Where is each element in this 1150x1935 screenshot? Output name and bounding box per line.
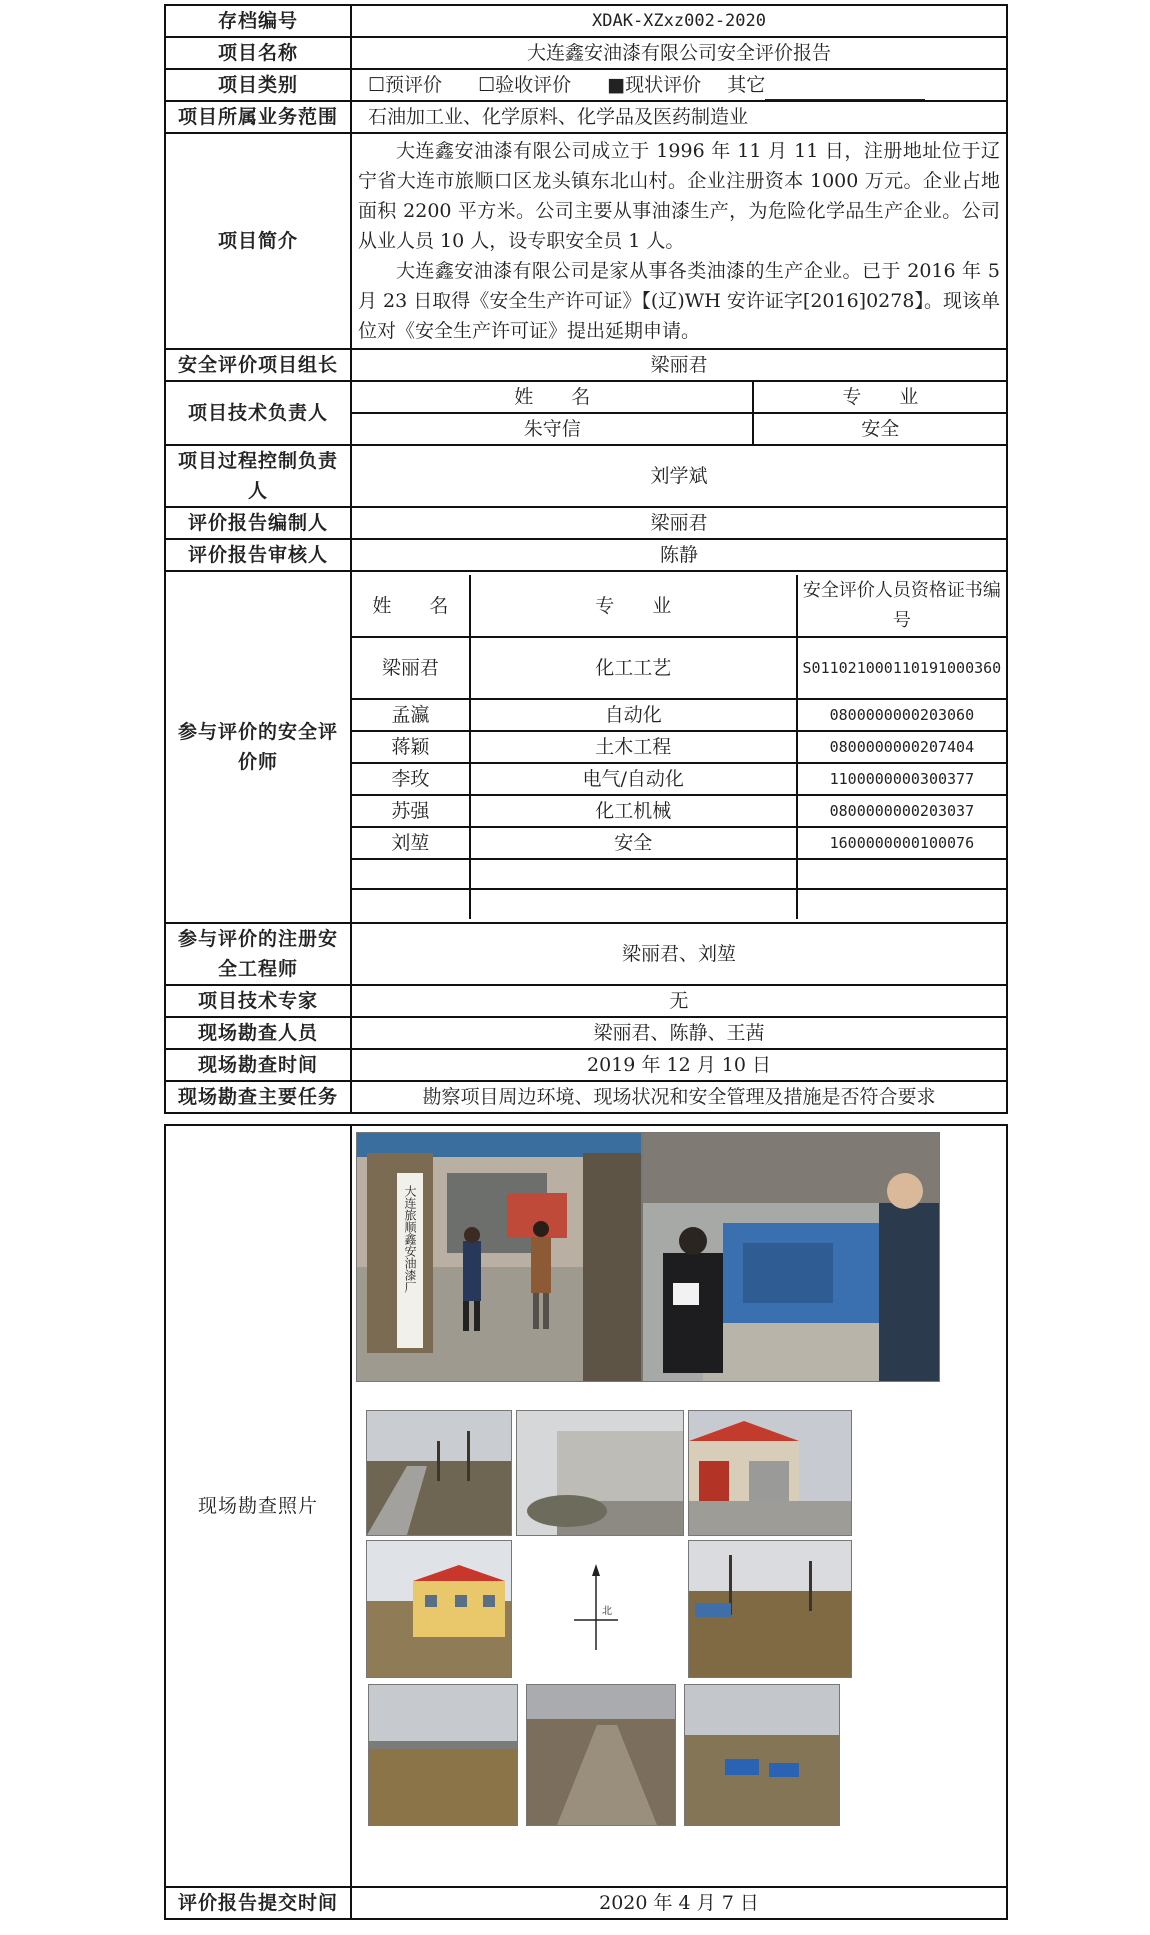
photo-warehouse-inspection (642, 1132, 940, 1382)
north-compass (516, 1540, 682, 1676)
evaluator-major: 土木工程 (470, 731, 797, 763)
compiler: 梁丽君 (351, 507, 1007, 539)
evaluator-name: 李玫 (352, 763, 470, 795)
tech-lead-label: 项目技术负责人 (165, 381, 351, 445)
evaluator-cert: 1100000000300377 (797, 763, 1006, 795)
evaluator-cert: 0800000000203037 (797, 795, 1006, 827)
business-scope: 石油加工业、化学原料、化学品及医药制造业 (351, 101, 1007, 133)
experts: 无 (351, 985, 1007, 1017)
evaluator-name: 梁丽君 (352, 637, 470, 699)
tech-lead-name: 朱守信 (352, 413, 753, 444)
report-form (164, 4, 1008, 1920)
evaluator-cert: 0800000000207404 (797, 731, 1006, 763)
evaluator-cert: 1600000000100076 (797, 827, 1006, 859)
compass-north-label: 北 (602, 1606, 612, 1617)
evaluator-name (352, 859, 470, 889)
evaluator-name: 蒋颖 (352, 731, 470, 763)
gate-sign-text: 大连旅顺鑫安油漆厂 (403, 1185, 417, 1293)
compiler-label: 评价报告编制人 (165, 507, 351, 539)
submit-label: 评价报告提交时间 (165, 1887, 351, 1919)
process-lead: 刘学斌 (351, 445, 1007, 507)
archive-number: XDAK-XZxz002-2020 (351, 5, 1007, 37)
survey-staff-label: 现场勘查人员 (165, 1017, 351, 1049)
evaluators-label: 参与评价的安全评价师 (165, 571, 351, 923)
evaluator-name-header: 姓 名 (352, 575, 470, 637)
evaluators-table (352, 575, 1006, 919)
project-type-options (351, 69, 1007, 101)
checkbox-acceptance-evaluation: ☐验收评价 (478, 74, 572, 96)
evaluator-name: 苏强 (352, 795, 470, 827)
photo-road-west (366, 1410, 512, 1536)
evaluator-row (352, 637, 1006, 699)
evaluator-cert: S011021000110191000360 (797, 637, 1006, 699)
tech-lead-major-header: 专 业 (753, 382, 1006, 413)
photos-label: 现场勘查照片 (165, 1125, 351, 1887)
evaluator-major-header: 专 业 (470, 575, 797, 637)
evaluator-row (352, 763, 1006, 795)
evaluator-cert: 0800000000203060 (797, 699, 1006, 731)
tech-lead-name-header: 姓 名 (352, 382, 753, 413)
evaluator-name: 孟瀛 (352, 699, 470, 731)
evaluator-row (352, 699, 1006, 731)
evaluator-row (352, 731, 1006, 763)
tech-lead-table (352, 382, 1006, 444)
evaluator-name (352, 889, 470, 919)
evaluator-major: 电气/自动化 (470, 763, 797, 795)
tech-lead-major: 安全 (753, 413, 1006, 444)
archive-label: 存档编号 (165, 5, 351, 37)
photo-house-east (366, 1540, 512, 1678)
project-type-label: 项目类别 (165, 69, 351, 101)
evaluator-name: 刘堃 (352, 827, 470, 859)
submit-time: 2020 年 4 月 7 日 (351, 1887, 1007, 1919)
evaluator-cert (797, 859, 1006, 889)
team-leader: 梁丽君 (351, 349, 1007, 381)
reviewer-label: 评价报告审核人 (165, 539, 351, 571)
process-lead-label: 项目过程控制负责人 (165, 445, 351, 507)
photo-field-south (688, 1540, 852, 1678)
photo-shed (516, 1410, 684, 1536)
survey-task-label: 现场勘查主要任务 (165, 1081, 351, 1113)
checkbox-status-evaluation: ■现状评价 (607, 74, 702, 96)
evaluator-major: 化工机械 (470, 795, 797, 827)
survey-staff: 梁丽君、陈静、王茜 (351, 1017, 1007, 1049)
photo-table (164, 1124, 1008, 1920)
evaluator-row (352, 859, 1006, 889)
intro-label: 项目简介 (165, 133, 351, 349)
evaluator-major: 安全 (470, 827, 797, 859)
photo-factory-gate (356, 1132, 642, 1382)
photo-dirt-road (526, 1684, 676, 1826)
evaluator-major (470, 859, 797, 889)
evaluator-row (352, 795, 1006, 827)
info-table (164, 4, 1008, 1114)
project-intro (351, 133, 1007, 349)
survey-time-label: 现场勘查时间 (165, 1049, 351, 1081)
evaluator-major: 自动化 (470, 699, 797, 731)
other-option-label: 其它 (727, 74, 766, 96)
evaluator-cert (797, 889, 1006, 919)
photo-land-north (368, 1684, 518, 1826)
photo-red-building (688, 1410, 852, 1536)
photo-collage (352, 1126, 1006, 1886)
survey-task: 勘察项目周边环境、现场状况和安全管理及措施是否符合要求 (351, 1081, 1007, 1113)
business-scope-label: 项目所属业务范围 (165, 101, 351, 133)
team-leader-label: 安全评价项目组长 (165, 349, 351, 381)
checkbox-pre-evaluation: ☐预评价 (368, 74, 443, 96)
survey-time: 2019 年 12 月 10 日 (351, 1049, 1007, 1081)
photo-road-signs (684, 1684, 840, 1826)
evaluator-cert-header: 安全评价人员资格证书编号 (797, 575, 1006, 637)
experts-label: 项目技术专家 (165, 985, 351, 1017)
intro-paragraph-2: 大连鑫安油漆有限公司是家从事各类油漆的生产企业。已于 2016 年 5 月 23 日取得《安全生产许可证》【(辽)WH 安许证字[2016]0278】。现该单位对《安全生产许可证》提出延期申请。 (358, 260, 1000, 342)
evaluator-major: 化工工艺 (470, 637, 797, 699)
evaluator-major (470, 889, 797, 919)
reg-engineers: 梁丽君、刘堃 (351, 923, 1007, 985)
evaluator-row (352, 827, 1006, 859)
evaluator-row (352, 889, 1006, 919)
other-blank-line (765, 79, 925, 100)
intro-paragraph-1: 大连鑫安油漆有限公司成立于 1996 年 11 月 11 日，注册地址位于辽宁省大连市旅顺口区龙头镇东北山村。企业注册资本 1000 万元。企业占地面积 2200 平方米。公司主要从事油漆生产，为危险化学品生产企业。公司从业人员 10 人，设专职安全员 1 人。 (358, 140, 1000, 252)
reviewer: 陈静 (351, 539, 1007, 571)
reg-engineers-label: 参与评价的注册安全工程师 (165, 923, 351, 985)
project-name: 大连鑫安油漆有限公司安全评价报告 (351, 37, 1007, 69)
project-name-label: 项目名称 (165, 37, 351, 69)
